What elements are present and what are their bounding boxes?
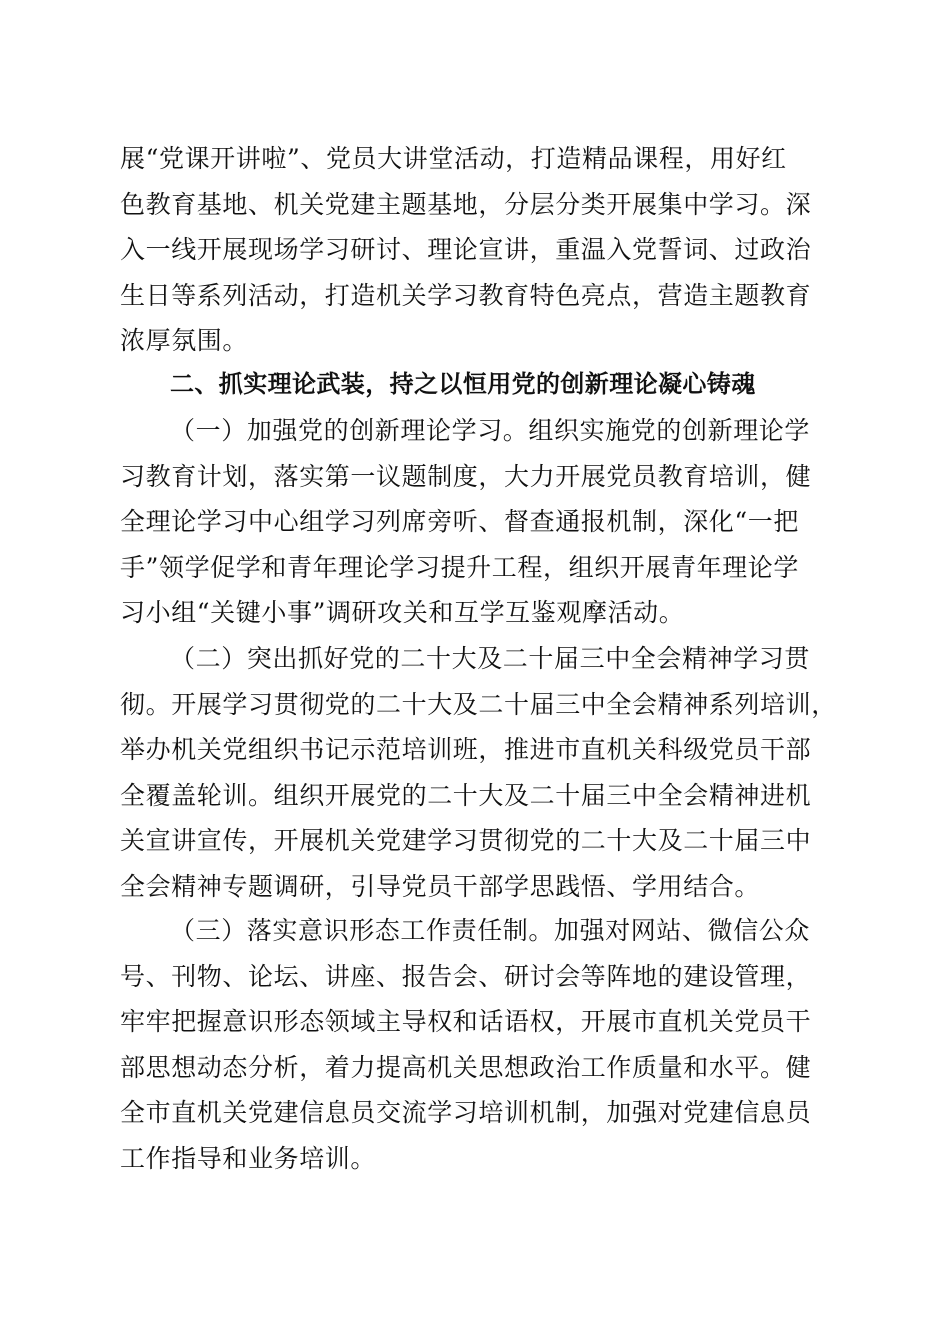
text-line: 习小组“关键小事”调研攻关和互学互鉴观摩活动。 <box>120 598 685 627</box>
text-line: 入一线开展现场学习研讨、理论宣讲，重温入党誓词、过政治 <box>120 235 812 264</box>
text-line: 手”领学促学和青年理论学习提升工程，组织开展青年理论学 <box>120 552 799 582</box>
text-line: 举办机关党组织书记示范培训班，推进市直机关科级党员干部 <box>120 735 812 764</box>
paragraph-sub2 <box>120 636 837 909</box>
text-line: 展“党课开讲啦”、党员大讲堂活动，打造精品课程，用好红 <box>120 144 787 173</box>
text-line: 部思想动态分析，着力提高机关思想政治工作质量和水平。健 <box>120 1052 812 1082</box>
text-line: 彻。开展学习贯彻党的二十大及二十届三中全会精神系列培训， <box>120 689 837 719</box>
paragraph-continuation <box>120 136 830 364</box>
text-line: 全理论学习中心组学习列席旁听、督查通报机制，深化“一把 <box>120 507 799 536</box>
text-line: 浓厚氛围。 <box>120 326 249 355</box>
text-line: （一）加强党的创新理论学习。组织实施党的创新理论学 <box>170 416 811 445</box>
text-line: 色教育基地、机关党建主题基地，分层分类开展集中学习。深 <box>120 189 812 219</box>
text-line: 全覆盖轮训。组织开展党的二十大及二十届三中全会精神进机 <box>120 780 812 810</box>
text-line: 牢牢把握意识形态领域主导权和话语权，开展市直机关党员干 <box>120 1007 812 1036</box>
text-line: 生日等系列活动，打造机关学习教育特色亮点，营造主题教育 <box>120 280 812 310</box>
text-line: 习教育计划，落实第一议题制度，大力开展党员教育培训，健 <box>120 461 812 491</box>
text-line: 关宣讲宣传，开展机关党建学习贯彻党的二十大及二十届三中 <box>120 826 812 855</box>
paragraph-sub1 <box>120 408 830 636</box>
section-heading: 二、抓实理论武装，持之以恒用党的创新理论凝心铸魂 <box>170 370 756 398</box>
text-line: 号、刊物、论坛、讲座、报告会、研讨会等阵地的建设管理， <box>120 961 812 991</box>
text-line: 工作指导和业务培训。 <box>120 1143 377 1173</box>
text-line: （二）突出抓好党的二十大及二十届三中全会精神学习贯 <box>170 644 811 673</box>
text-line: 全市直机关党建信息员交流学习培训机制，加强对党建信息员 <box>120 1098 812 1127</box>
text-line: 全会精神专题调研，引导党员干部学思践悟、学用结合。 <box>120 871 761 901</box>
paragraph-sub3 <box>120 908 830 1181</box>
text-line: （三）落实意识形态工作责任制。加强对网站、微信公众 <box>170 916 811 945</box>
